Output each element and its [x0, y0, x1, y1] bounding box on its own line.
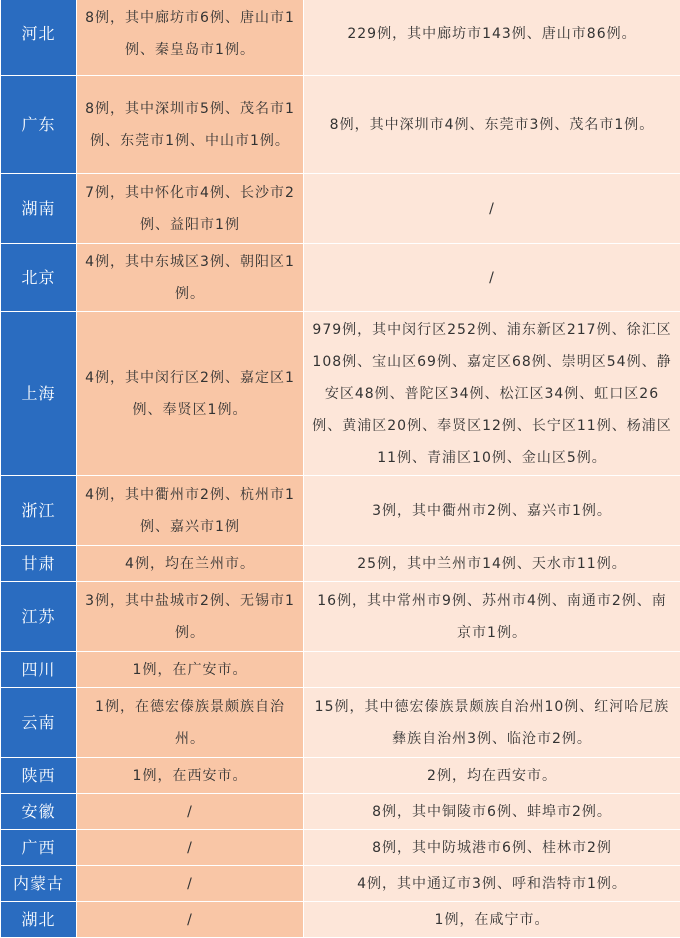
table-row	[1, 652, 680, 688]
local-cases-cell: 1例，在西安市。	[77, 758, 304, 794]
local-cases-cell: /	[77, 830, 304, 866]
local-cases-cell: 1例，在广安市。	[77, 652, 304, 688]
province-cell: 广西	[1, 830, 77, 866]
province-cell: 江苏	[1, 582, 77, 652]
table-row	[1, 174, 680, 244]
imported-cases-cell: 8例，其中深圳市4例、东莞市3例、茂名市1例。	[304, 76, 680, 174]
table-row	[1, 830, 680, 866]
local-cases-cell: 4例，其中衢州市2例、杭州市1例、嘉兴市1例	[77, 476, 304, 546]
table-row	[1, 546, 680, 582]
imported-cases-cell: 15例，其中德宏傣族景颇族自治州10例、红河哈尼族彝族自治州3例、临沧市2例。	[304, 688, 680, 758]
province-cell: 上海	[1, 312, 77, 476]
local-cases-cell: 8例，其中深圳市5例、茂名市1例、东莞市1例、中山市1例。	[77, 76, 304, 174]
imported-cases-cell: 8例，其中铜陵市6例、蚌埠市2例。	[304, 794, 680, 830]
local-cases-cell: 8例，其中廊坊市6例、唐山市1例、秦皇岛市1例。	[77, 0, 304, 76]
province-cell: 甘肃	[1, 546, 77, 582]
local-cases-cell: 3例，其中盐城市2例、无锡市1例。	[77, 582, 304, 652]
table-row	[1, 476, 680, 546]
imported-cases-cell	[304, 652, 680, 688]
province-cell: 云南	[1, 688, 77, 758]
imported-cases-cell: /	[304, 244, 680, 312]
local-cases-cell: 4例，其中东城区3例、朝阳区1例。	[77, 244, 304, 312]
province-cell: 浙江	[1, 476, 77, 546]
local-cases-cell: 4例，均在兰州市。	[77, 546, 304, 582]
local-cases-cell: 4例，其中闵行区2例、嘉定区1例、奉贤区1例。	[77, 312, 304, 476]
imported-cases-cell: 229例，其中廊坊市143例、唐山市86例。	[304, 0, 680, 76]
province-cell: 四川	[1, 652, 77, 688]
table-row	[1, 794, 680, 830]
imported-cases-cell: 4例，其中通辽市3例、呼和浩特市1例。	[304, 866, 680, 902]
province-cell: 湖南	[1, 174, 77, 244]
imported-cases-cell: 25例，其中兰州市14例、天水市11例。	[304, 546, 680, 582]
province-cell: 安徽	[1, 794, 77, 830]
province-cell: 北京	[1, 244, 77, 312]
imported-cases-cell: 16例，其中常州市9例、苏州市4例、南通市2例、南京市1例。	[304, 582, 680, 652]
table-row	[1, 312, 680, 476]
local-cases-cell: /	[77, 866, 304, 902]
province-cell: 湖北	[1, 902, 77, 938]
table-row	[1, 688, 680, 758]
imported-cases-cell: 2例，均在西安市。	[304, 758, 680, 794]
imported-cases-cell: 3例，其中衢州市2例、嘉兴市1例。	[304, 476, 680, 546]
province-cell: 内蒙古	[1, 866, 77, 902]
table-row	[1, 244, 680, 312]
imported-cases-cell: 979例，其中闵行区252例、浦东新区217例、徐汇区108例、宝山区69例、嘉定区68例、崇明区54例、静安区48例、普陀区34例、松江区34例、虹口区26例、黄浦区20例、奉贤区12例、长宁区11例、杨浦区11例、青浦区10例、金山区5例。	[304, 312, 680, 476]
imported-cases-cell: 1例，在咸宁市。	[304, 902, 680, 938]
table-row	[1, 0, 680, 76]
province-cell: 广东	[1, 76, 77, 174]
province-cell: 陕西	[1, 758, 77, 794]
local-cases-cell: /	[77, 794, 304, 830]
table-row	[1, 76, 680, 174]
local-cases-cell: /	[77, 902, 304, 938]
table-row	[1, 758, 680, 794]
table-row	[1, 866, 680, 902]
table-row	[1, 902, 680, 938]
province-cell: 河北	[1, 0, 77, 76]
local-cases-cell: 1例，在德宏傣族景颇族自治州。	[77, 688, 304, 758]
table-row	[1, 582, 680, 652]
imported-cases-cell: /	[304, 174, 680, 244]
imported-cases-cell: 8例，其中防城港市6例、桂林市2例	[304, 830, 680, 866]
local-cases-cell: 7例，其中怀化市4例、长沙市2例、益阳市1例	[77, 174, 304, 244]
